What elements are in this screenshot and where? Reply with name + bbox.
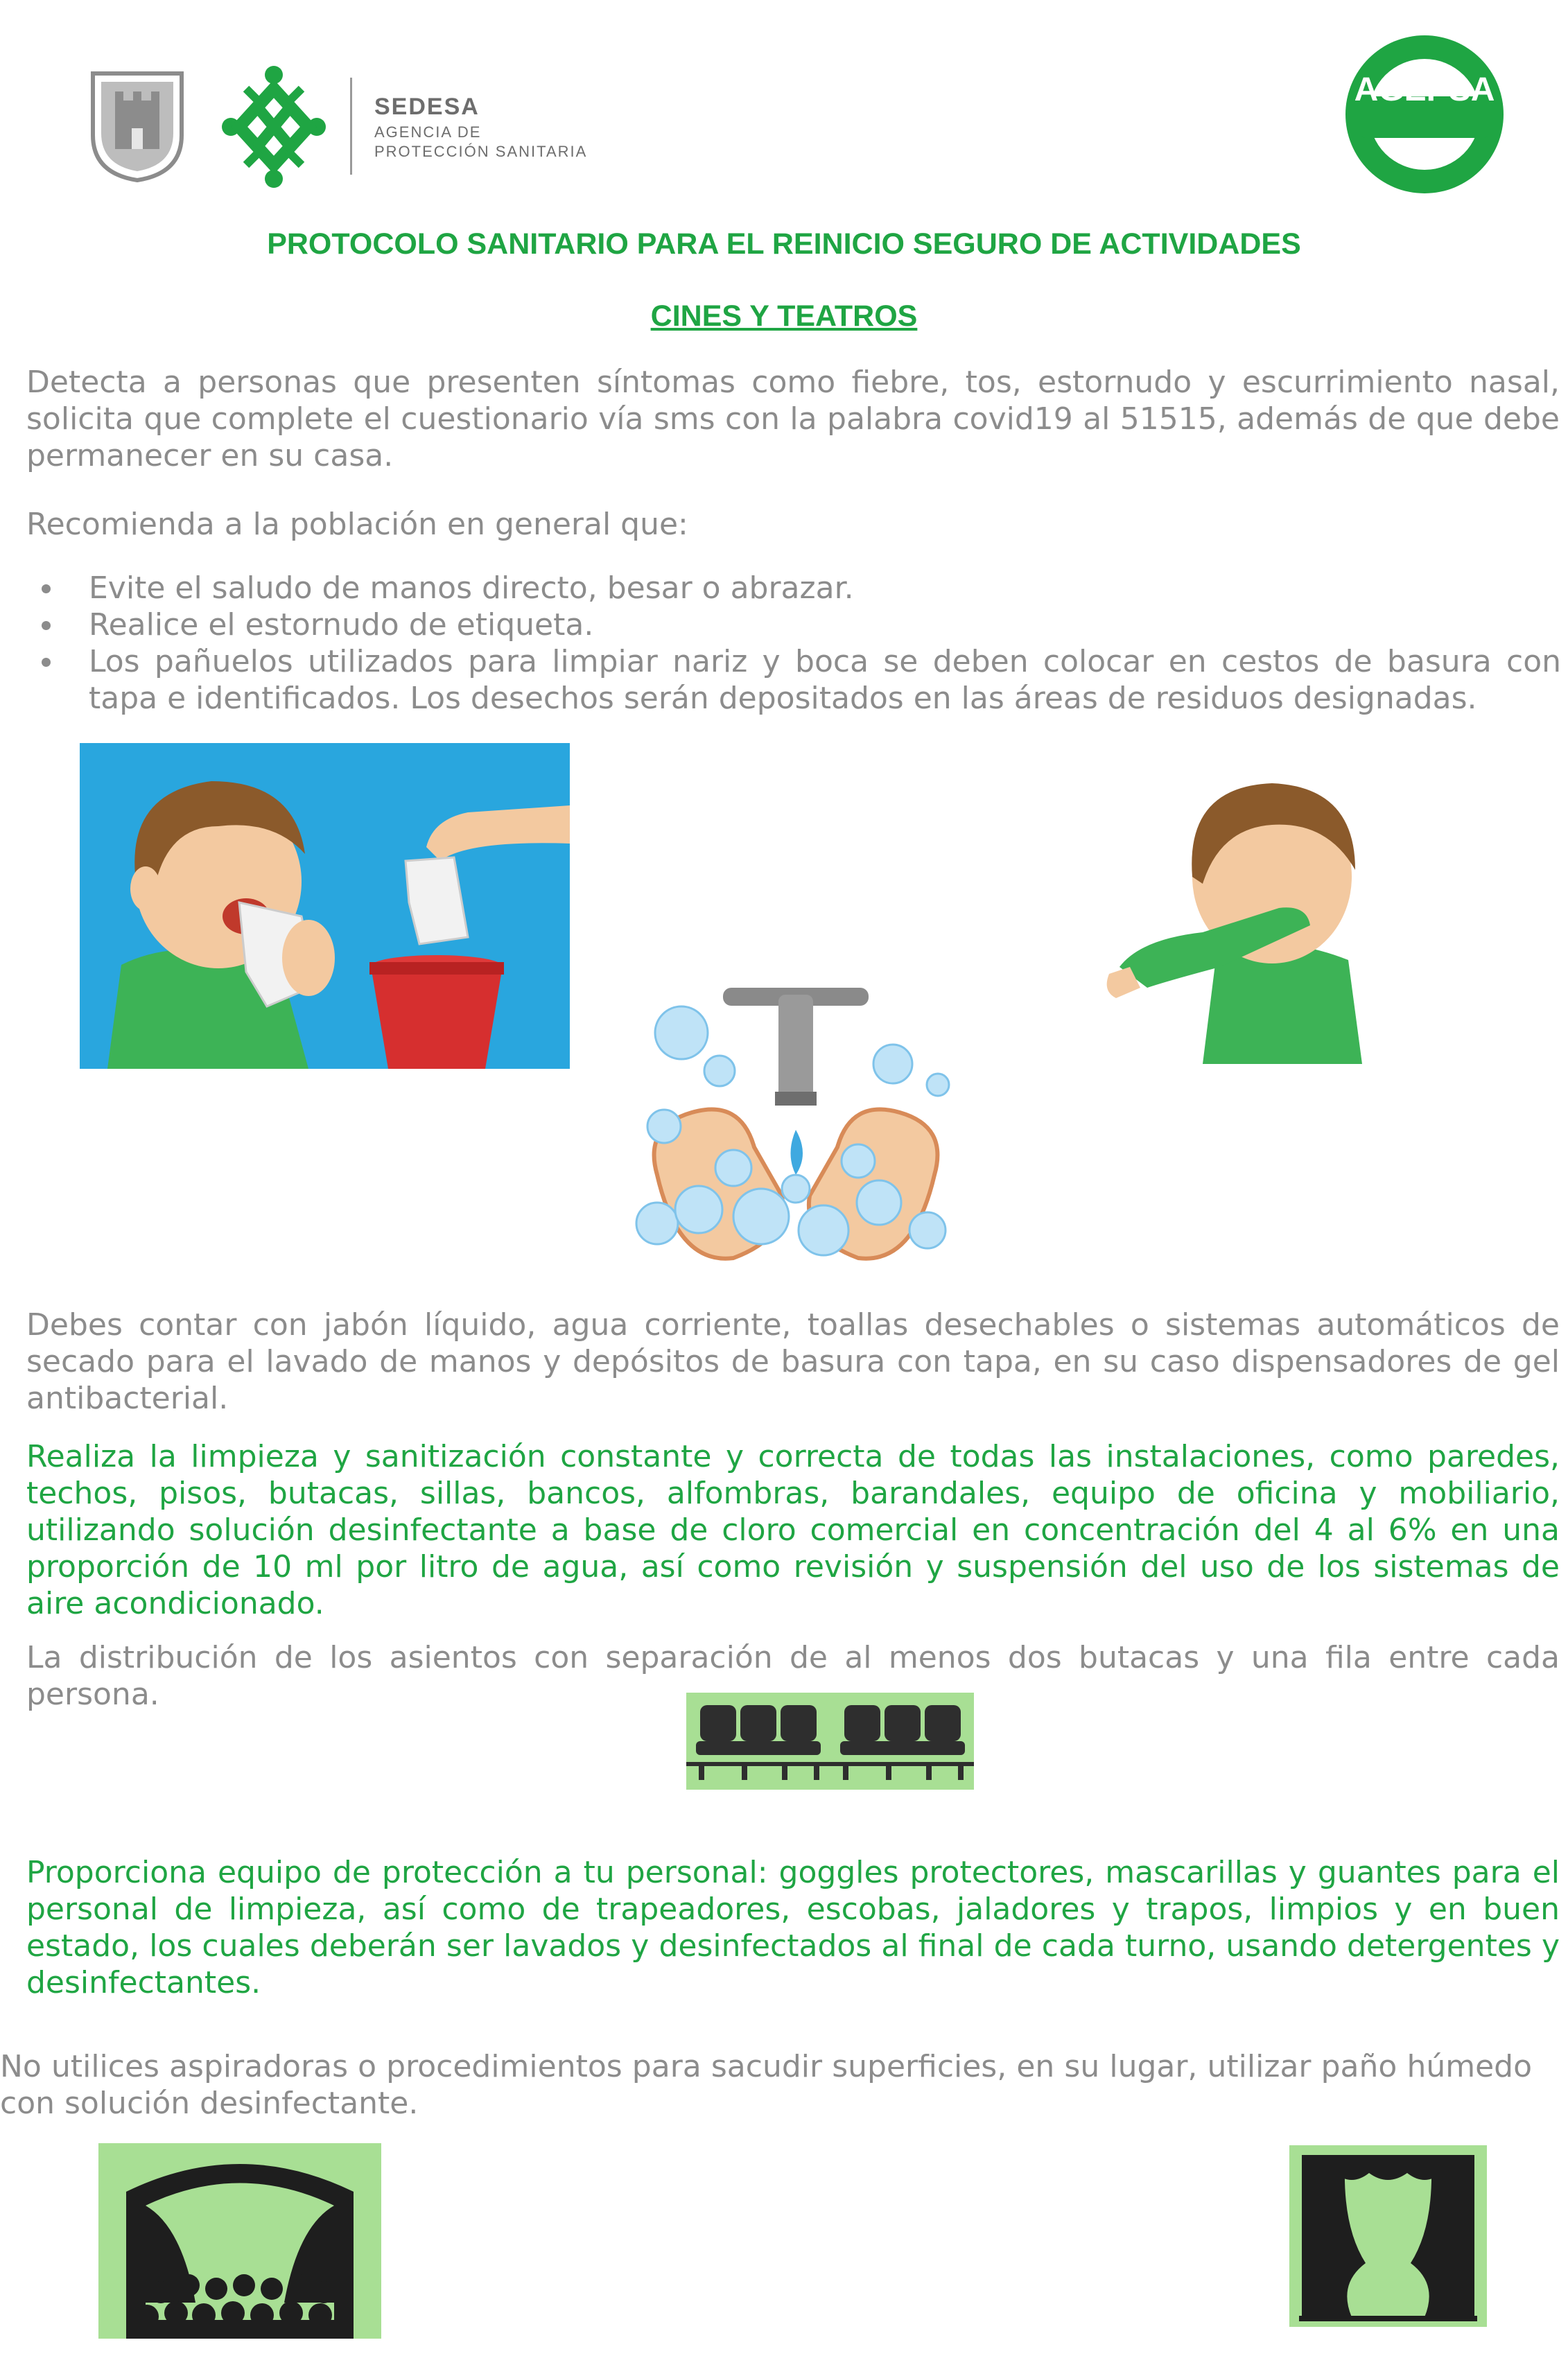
equipment-paragraph: Proporciona equipo de protección a tu personal: goggles protectores, mascarillas y guantes para el personal de limpieza, así como de trapeadores, escobas, jaladores y trapos, limpios y en buen estado, los cuales deberán ser lavados y desinfectados al final de cada turno, usando detergentes y desinfectantes.	[26, 1855, 1560, 2000]
intro-paragraph: Detecta a personas que presenten síntomas como fiebre, tos, estornudo y escurrimiento nasal, solicita que complete el cuestionario vía sms con la palabra covid19 al 51515, además de que debe permanecer en su casa.	[26, 365, 1560, 473]
theater-curtain-icon	[1289, 2145, 1487, 2327]
list-item-text: Realice el estornudo de etiqueta.	[89, 607, 594, 643]
vacuum-paragraph: No utilices aspiradoras o procedimientos para sacudir superficies, en su lugar, utilizar paño húmedo con solución desinfectante.	[0, 2049, 1532, 2121]
bullet-dot	[42, 621, 51, 630]
agepsa-seal-label: AGEPSA	[1354, 71, 1495, 108]
list-item-text: Evite el saludo de manos directo, besar o abrazar.	[89, 570, 854, 606]
supplies-paragraph: Debes contar con jabón líquido, agua corriente, toallas desechables o sistemas automáticos de secado para el lavado de manos y depósitos de basura con tapa, en su caso dispensadores de gel antibacterial.	[26, 1307, 1560, 1416]
cleaning-paragraph: Realiza la limpieza y sanitización constante y correcta de todas las instalaciones, como paredes, techos, pisos, butacas, sillas, bancos, alfombras, barandales, equipo de oficina y mobiliario, utilizando solución desinfectante a base de cloro comercial en concentración del 4 al 6% en una proporción de 10 ml por litro de agua, así como revisión y suspensión del uso de los sistemas de aire acondicionado.	[26, 1439, 1560, 1621]
sedesa-label: SEDESA	[374, 94, 480, 120]
sneeze-elbow-illustration	[1099, 759, 1418, 1064]
list-item	[28, 643, 1561, 717]
page-subtitle: CINES Y TEATROS	[650, 299, 918, 333]
header-divider	[350, 78, 352, 175]
list-item	[28, 570, 1561, 606]
bullet-dot	[42, 584, 51, 593]
agepsa-seal-icon	[1341, 31, 1508, 198]
list-item-text: Los pañuelos utilizados para limpiar nariz y boca se deben colocar en cestos de basura con tapa e identificados. Los desechos serán depositados en las áreas de residuos designadas.	[89, 644, 1561, 716]
list-item	[28, 606, 1561, 643]
page-title: PROTOCOLO SANITARIO PARA EL REINICIO SEGURO DE ACTIVIDADES	[267, 227, 1301, 261]
bullet-dot	[42, 658, 51, 667]
recommendation-list	[28, 570, 1561, 717]
agency-line-2: PROTECCIÓN SANITARIA	[374, 143, 588, 160]
seating-paragraph: La distribución de los asientos con separación de al menos dos butacas y una fila entre cada persona.	[26, 1640, 1560, 1712]
handwashing-illustration	[616, 967, 976, 1275]
seats-icon	[686, 1693, 974, 1790]
sedesa-knot-icon	[218, 61, 329, 193]
recommend-paragraph: Recomienda a la población en general que:	[26, 507, 688, 542]
agency-line-1: AGENCIA DE	[374, 123, 482, 141]
cdmx-shield-icon	[89, 69, 186, 184]
tissue-trash-illustration	[80, 743, 570, 1069]
theater-audience-icon	[98, 2143, 381, 2339]
